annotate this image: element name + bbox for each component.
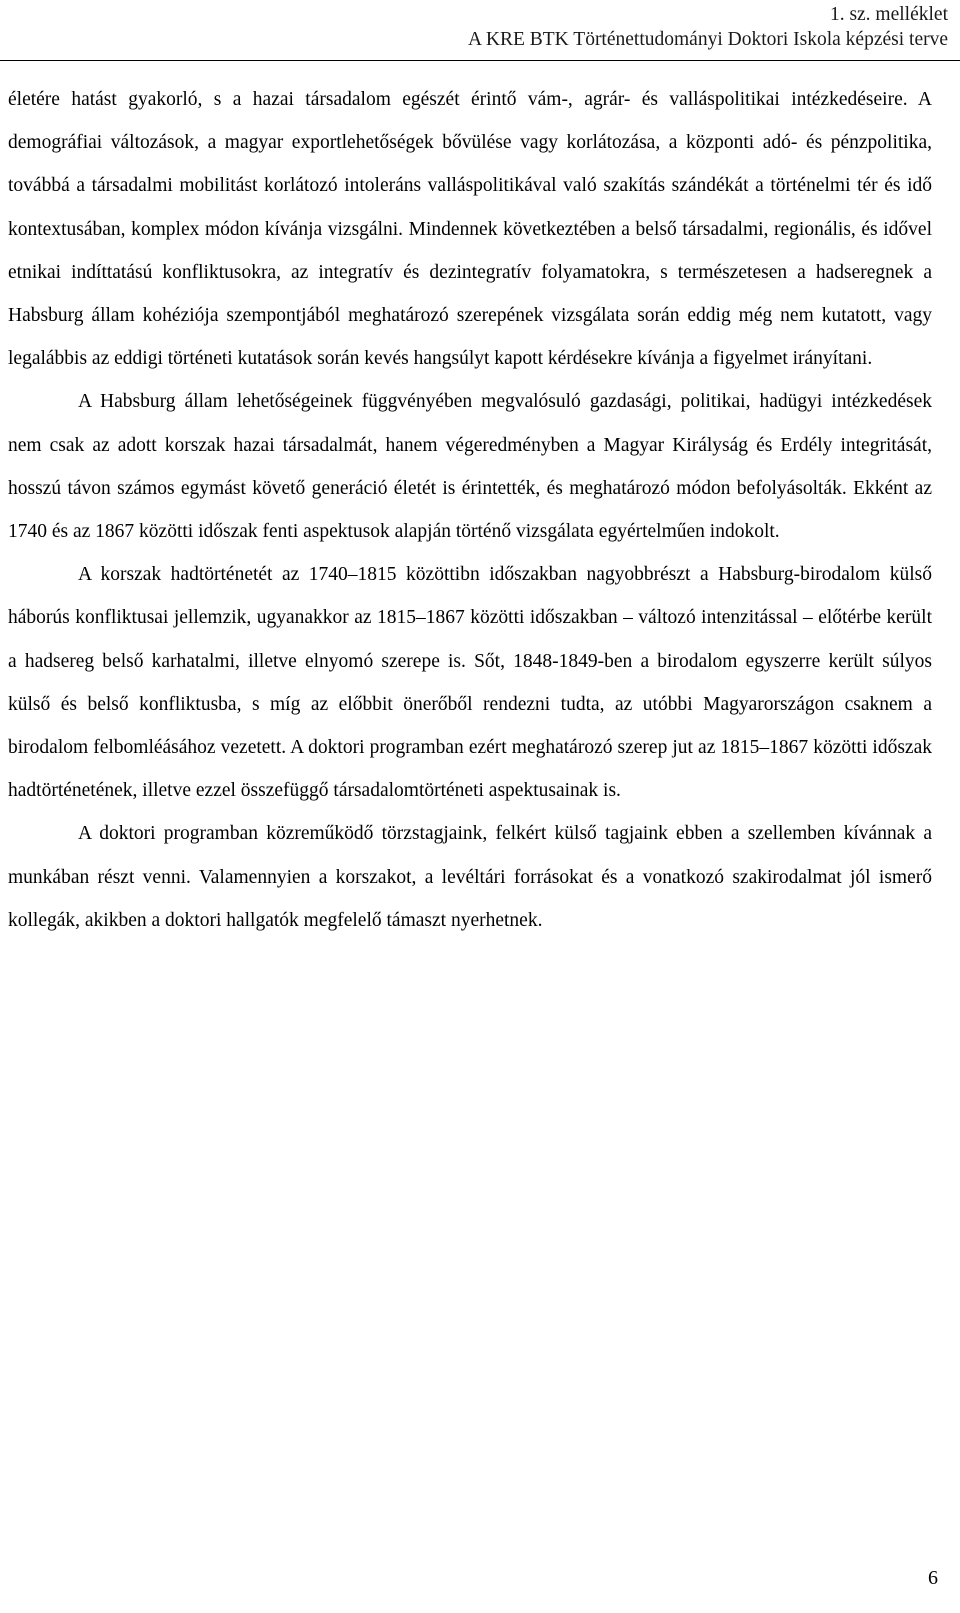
annex-label: 1. sz. melléklet [829, 4, 948, 25]
header-divider [0, 60, 960, 61]
paragraph-4: A doktori programban közreműködő törzstagjaink, felkért külső tagjaink ebben a szellemben kívánnak a munkában részt venni. Valamennyien a korszakot, a levéltári forrásokat és a vonatkozó szakirodalmat jól ismerő kollegák, akikben a doktori hallgatók megfelelő támaszt nyerhetnek. [8, 823, 932, 931]
document-title: A KRE BTK Történettudományi Doktori Iskola képzési terve [468, 29, 948, 50]
page-number: 6 [928, 1567, 938, 1589]
document-body [8, 78, 932, 942]
paragraph-2: A Habsburg állam lehetőségeinek függvényében megvalósuló gazdasági, politikai, hadügyi intézkedések nem csak az adott korszak hazai társadalmát, hanem végeredményben a Magyar Királyság és Erdély integritását, hosszú távon számos egymást követő generáció életét is érintették, és meghatározó módon befolyásolták. Ekként az 1740 és az 1867 közötti időszak fenti aspektusok alapján történő vizsgálata egyértelműen indokolt. [8, 391, 932, 543]
paragraph-1: életére hatást gyakorló, s a hazai társadalom egészét érintő vám-, agrár- és valláspolitikai intézkedéseire. A demográfiai változások, a magyar exportlehetőségek bővülése vagy korlátozása, a központi adó- és pénzpolitika, továbbá a társadalmi mobilitást korlátozó intoleráns valláspolitikával való szakítás szándékát a történelmi tér és idő kontextusában, komplex módon kívánja vizsgálni. Mindennek következtében a belső társadalmi, regionális, és idővel etnikai indíttatású konfliktusokra, az integratív és dezintegratív folyamatokra, s természetesen a hadseregnek a Habsburg állam kohéziója szempontjából meghatározó szerepének vizsgálata során eddig még nem kutatott, vagy legalábbis az eddigi történeti kutatások során kevés hangsúlyt kapott kérdésekre kívánja a figyelmet irányítani. [8, 89, 932, 370]
page-header [468, 2, 948, 52]
paragraph-3: A korszak hadtörténetét az 1740–1815 közöttibn időszakban nagyobbrészt a Habsburg-birodalom külső háborús konfliktusai jellemzik, ugyanakkor az 1815–1867 közötti időszakban – változó intenzitással – előtérbe került a hadsereg belső karhatalmi, illetve elnyomó szerepe is. Sőt, 1848-1849-ben a birodalom egyszerre került súlyos külső és belső konfliktusba, s míg az előbbit önerőből rendezni tudta, az utóbbi Magyarországon csaknem a birodalom felbomléásához vezetett. A doktori programban ezért meghatározó szerep jut az 1815–1867 közötti időszak hadtörténetének, illetve ezzel összefüggő társadalomtörténeti aspektusainak is. [8, 564, 932, 802]
